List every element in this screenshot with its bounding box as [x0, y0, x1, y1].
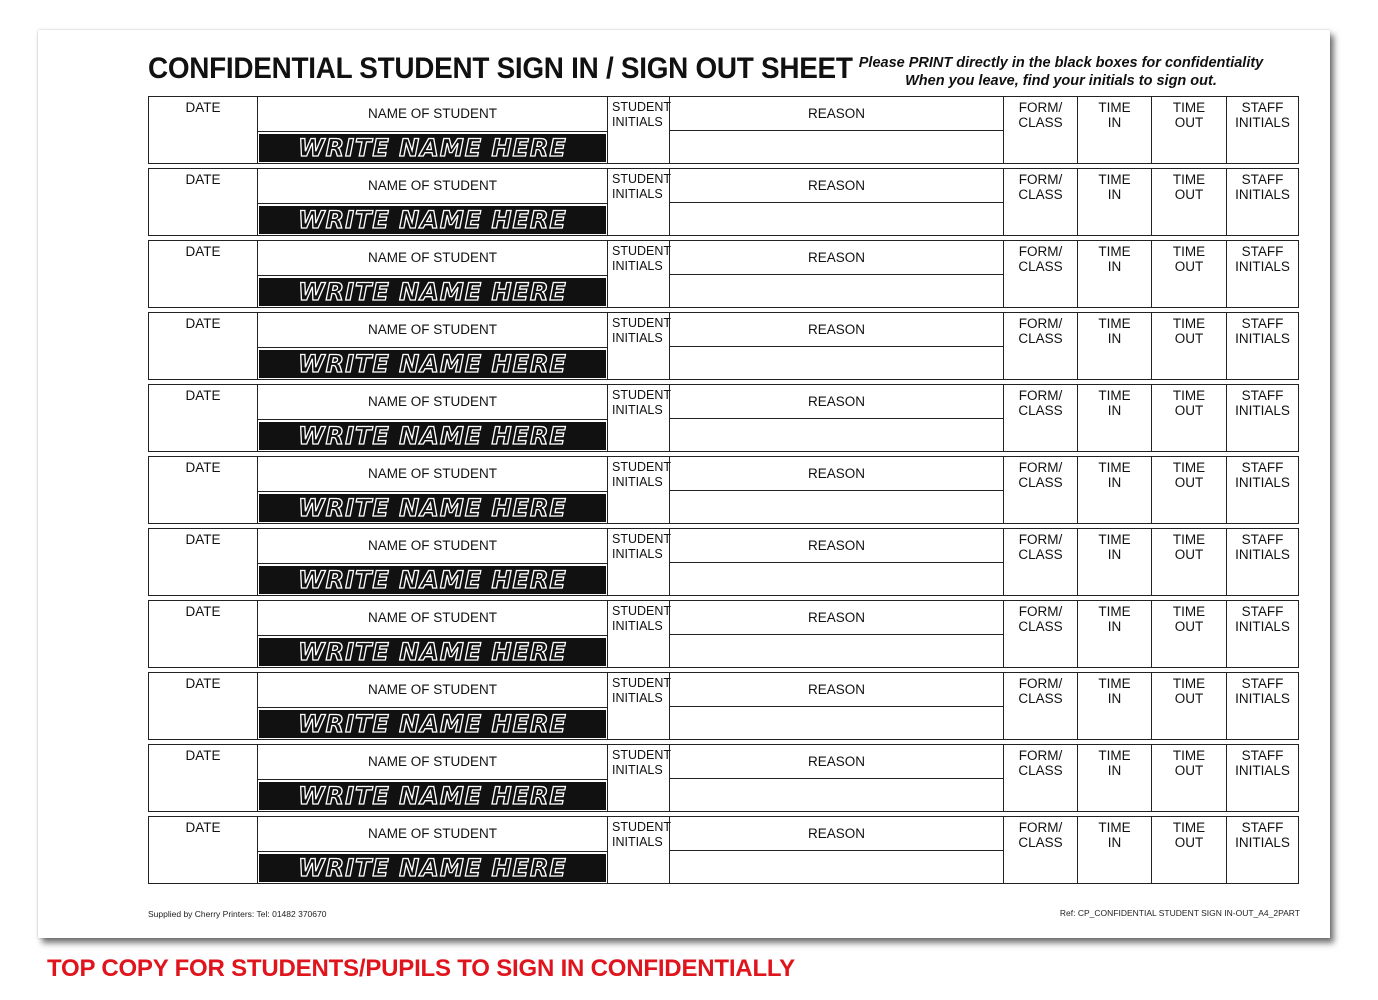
time-in-cell[interactable] — [1077, 817, 1151, 883]
staff-initials-cell[interactable] — [1226, 457, 1298, 523]
class-label: CLASS — [1018, 763, 1063, 778]
staff-initials-label: INITIALS — [1235, 763, 1290, 778]
reason-label: REASON — [670, 385, 1003, 419]
name-cell — [257, 673, 607, 739]
write-name-here-text: WRITE NAME HERE — [298, 206, 567, 234]
student-label: STUDENT — [612, 100, 672, 114]
in-label: IN — [1107, 331, 1122, 346]
time-label: TIME — [1172, 604, 1206, 619]
date-label: DATE — [185, 532, 221, 547]
sign-in-rows — [148, 96, 1299, 888]
student-initials-cell[interactable] — [607, 385, 672, 451]
date-cell[interactable] — [149, 457, 257, 523]
time-label: TIME — [1172, 748, 1206, 763]
write-name-here-text: WRITE NAME HERE — [298, 350, 567, 378]
reason-cell[interactable] — [669, 601, 1003, 667]
time-label: TIME — [1098, 820, 1131, 835]
time-in-cell[interactable] — [1077, 169, 1151, 235]
staff-initials-label: INITIALS — [1235, 331, 1290, 346]
reason-cell[interactable] — [669, 817, 1003, 883]
reason-label: REASON — [670, 97, 1003, 131]
write-name-here-text: WRITE NAME HERE — [298, 710, 567, 738]
out-label: OUT — [1174, 403, 1204, 418]
out-label: OUT — [1174, 259, 1204, 274]
staff-initials-cell[interactable] — [1226, 313, 1298, 379]
write-name-here-text: WRITE NAME HERE — [298, 422, 567, 450]
staff-initials-label: INITIALS — [1235, 475, 1290, 490]
name-write-box[interactable] — [259, 854, 606, 882]
staff-initials-cell[interactable] — [1226, 673, 1298, 739]
sign-in-row — [148, 384, 1299, 452]
form-class-cell[interactable] — [1003, 313, 1077, 379]
date-label: DATE — [185, 676, 221, 691]
sign-in-row — [148, 456, 1299, 524]
name-of-student-label: NAME OF STUDENT — [258, 97, 607, 132]
name-of-student-label: NAME OF STUDENT — [258, 673, 607, 708]
form-class-cell[interactable] — [1003, 169, 1077, 235]
time-label: TIME — [1098, 676, 1131, 691]
name-of-student-label: NAME OF STUDENT — [258, 385, 607, 420]
student-initials-cell[interactable] — [607, 745, 672, 811]
write-name-here-text: WRITE NAME HERE — [298, 566, 567, 594]
time-label: TIME — [1172, 676, 1206, 691]
student-label: STUDENT — [612, 604, 672, 618]
time-out-cell[interactable] — [1151, 673, 1226, 739]
form-class-cell[interactable] — [1003, 745, 1077, 811]
time-in-cell[interactable] — [1077, 313, 1151, 379]
name-write-box[interactable] — [259, 278, 606, 306]
date-cell[interactable] — [149, 601, 257, 667]
class-label: CLASS — [1018, 835, 1063, 850]
staff-label: STAFF — [1241, 388, 1284, 403]
sign-in-row — [148, 240, 1299, 308]
form-label: FORM/ — [1018, 460, 1063, 475]
initials-label: INITIALS — [612, 835, 663, 849]
date-label: DATE — [185, 604, 221, 619]
in-label: IN — [1107, 475, 1122, 490]
supplier-footer: Supplied by Cherry Printers: Tel: 01482 370670 — [148, 909, 327, 919]
initials-label: INITIALS — [612, 547, 663, 561]
sign-in-row — [148, 816, 1299, 884]
sign-in-row — [148, 168, 1299, 236]
initials-label: INITIALS — [612, 763, 663, 777]
time-out-cell[interactable] — [1151, 169, 1226, 235]
staff-label: STAFF — [1241, 532, 1284, 547]
reason-cell[interactable] — [669, 745, 1003, 811]
name-cell — [257, 97, 607, 163]
in-label: IN — [1107, 763, 1122, 778]
time-out-cell[interactable] — [1151, 745, 1226, 811]
class-label: CLASS — [1018, 187, 1063, 202]
time-label: TIME — [1098, 100, 1131, 115]
name-of-student-label: NAME OF STUDENT — [258, 169, 607, 204]
in-label: IN — [1107, 259, 1122, 274]
staff-label: STAFF — [1241, 244, 1284, 259]
form-label: FORM/ — [1018, 244, 1063, 259]
reason-cell[interactable] — [669, 241, 1003, 307]
student-initials-cell[interactable] — [607, 97, 672, 163]
name-cell — [257, 385, 607, 451]
sign-in-sheet — [38, 30, 1330, 938]
instruction-line-1: Please PRINT directly in the black boxes for confidentiality — [858, 55, 1264, 71]
time-label: TIME — [1098, 460, 1131, 475]
form-class-cell[interactable] — [1003, 241, 1077, 307]
name-write-box[interactable] — [259, 566, 606, 594]
initials-label: INITIALS — [612, 259, 663, 273]
time-out-cell[interactable] — [1151, 601, 1226, 667]
time-label: TIME — [1098, 244, 1131, 259]
student-initials-cell[interactable] — [607, 169, 672, 235]
out-label: OUT — [1174, 619, 1204, 634]
initials-label: INITIALS — [612, 619, 663, 633]
class-label: CLASS — [1018, 115, 1063, 130]
reason-label: REASON — [670, 241, 1003, 275]
staff-initials-label: INITIALS — [1235, 691, 1290, 706]
sign-in-row — [148, 672, 1299, 740]
sign-in-row — [148, 528, 1299, 596]
form-label: FORM/ — [1018, 316, 1063, 331]
time-in-cell[interactable] — [1077, 673, 1151, 739]
staff-label: STAFF — [1241, 172, 1284, 187]
time-label: TIME — [1172, 172, 1206, 187]
initials-label: INITIALS — [612, 115, 663, 129]
time-in-cell[interactable] — [1077, 97, 1151, 163]
staff-initials-label: INITIALS — [1235, 187, 1290, 202]
out-label: OUT — [1174, 691, 1204, 706]
class-label: CLASS — [1018, 619, 1063, 634]
staff-initials-cell[interactable] — [1226, 601, 1298, 667]
time-out-cell[interactable] — [1151, 529, 1226, 595]
name-write-box[interactable] — [259, 206, 606, 234]
reason-cell[interactable] — [669, 457, 1003, 523]
out-label: OUT — [1174, 331, 1204, 346]
staff-label: STAFF — [1241, 748, 1284, 763]
name-of-student-label: NAME OF STUDENT — [258, 601, 607, 636]
instructions — [826, 54, 1296, 90]
in-label: IN — [1107, 691, 1122, 706]
class-label: CLASS — [1018, 475, 1063, 490]
date-cell[interactable] — [149, 529, 257, 595]
reference-footer: Ref: CP_CONFIDENTIAL STUDENT SIGN IN-OUT_A4_2PART — [1059, 908, 1300, 918]
staff-initials-cell[interactable] — [1226, 97, 1298, 163]
time-label: TIME — [1098, 604, 1131, 619]
form-label: FORM/ — [1018, 172, 1063, 187]
name-of-student-label: NAME OF STUDENT — [258, 313, 607, 348]
time-in-cell[interactable] — [1077, 745, 1151, 811]
staff-initials-cell[interactable] — [1226, 745, 1298, 811]
reason-cell[interactable] — [669, 673, 1003, 739]
name-of-student-label: NAME OF STUDENT — [258, 817, 607, 852]
name-cell — [257, 745, 607, 811]
name-write-box[interactable] — [259, 638, 606, 666]
reason-label: REASON — [670, 817, 1003, 851]
sign-in-row — [148, 96, 1299, 164]
class-label: CLASS — [1018, 547, 1063, 562]
student-label: STUDENT — [612, 244, 672, 258]
date-label: DATE — [185, 316, 221, 331]
name-cell — [257, 529, 607, 595]
form-label: FORM/ — [1018, 676, 1063, 691]
time-label: TIME — [1172, 388, 1206, 403]
in-label: IN — [1107, 403, 1122, 418]
name-write-box[interactable] — [259, 710, 606, 738]
name-write-box[interactable] — [259, 350, 606, 378]
name-of-student-label: NAME OF STUDENT — [258, 241, 607, 276]
reason-cell[interactable] — [669, 97, 1003, 163]
out-label: OUT — [1174, 187, 1204, 202]
form-label: FORM/ — [1018, 748, 1063, 763]
instruction-line-2: When you leave, find your initials to sign out. — [905, 73, 1217, 89]
form-label: FORM/ — [1018, 388, 1063, 403]
staff-label: STAFF — [1241, 820, 1284, 835]
time-out-cell[interactable] — [1151, 313, 1226, 379]
initials-label: INITIALS — [612, 331, 663, 345]
initials-label: INITIALS — [612, 403, 663, 417]
time-in-cell[interactable] — [1077, 529, 1151, 595]
staff-initials-label: INITIALS — [1235, 403, 1290, 418]
staff-initials-label: INITIALS — [1235, 115, 1290, 130]
time-out-cell[interactable] — [1151, 817, 1226, 883]
reason-label: REASON — [670, 313, 1003, 347]
staff-initials-label: INITIALS — [1235, 547, 1290, 562]
form-label: FORM/ — [1018, 604, 1063, 619]
class-label: CLASS — [1018, 403, 1063, 418]
time-label: TIME — [1098, 172, 1131, 187]
name-write-box[interactable] — [259, 422, 606, 450]
time-out-cell[interactable] — [1151, 241, 1226, 307]
date-cell[interactable] — [149, 673, 257, 739]
staff-label: STAFF — [1241, 460, 1284, 475]
out-label: OUT — [1174, 475, 1204, 490]
in-label: IN — [1107, 835, 1122, 850]
staff-initials-cell[interactable] — [1226, 529, 1298, 595]
form-label: FORM/ — [1018, 820, 1063, 835]
write-name-here-text: WRITE NAME HERE — [298, 278, 567, 306]
out-label: OUT — [1174, 115, 1204, 130]
form-class-cell[interactable] — [1003, 529, 1077, 595]
initials-label: INITIALS — [612, 187, 663, 201]
name-of-student-label: NAME OF STUDENT — [258, 529, 607, 564]
initials-label: INITIALS — [612, 475, 663, 489]
time-label: TIME — [1098, 532, 1131, 547]
sign-in-row — [148, 600, 1299, 668]
in-label: IN — [1107, 115, 1122, 130]
date-label: DATE — [185, 820, 221, 835]
out-label: OUT — [1174, 763, 1204, 778]
name-cell — [257, 169, 607, 235]
student-label: STUDENT — [612, 460, 672, 474]
student-initials-cell[interactable] — [607, 817, 672, 883]
form-label: FORM/ — [1018, 100, 1063, 115]
time-label: TIME — [1172, 532, 1206, 547]
time-label: TIME — [1172, 460, 1206, 475]
staff-label: STAFF — [1241, 316, 1284, 331]
reason-cell[interactable] — [669, 385, 1003, 451]
date-label: DATE — [185, 172, 221, 187]
date-cell[interactable] — [149, 385, 257, 451]
time-label: TIME — [1098, 316, 1131, 331]
name-write-box[interactable] — [259, 494, 606, 522]
reason-label: REASON — [670, 169, 1003, 203]
name-cell — [257, 313, 607, 379]
staff-initials-cell[interactable] — [1226, 169, 1298, 235]
write-name-here-text: WRITE NAME HERE — [298, 134, 567, 162]
name-cell — [257, 457, 607, 523]
form-class-cell[interactable] — [1003, 673, 1077, 739]
form-class-cell[interactable] — [1003, 97, 1077, 163]
date-cell[interactable] — [149, 169, 257, 235]
write-name-here-text: WRITE NAME HERE — [298, 782, 567, 810]
student-initials-cell[interactable] — [607, 673, 672, 739]
form-class-cell[interactable] — [1003, 817, 1077, 883]
time-label: TIME — [1172, 244, 1206, 259]
time-in-cell[interactable] — [1077, 385, 1151, 451]
staff-initials-label: INITIALS — [1235, 619, 1290, 634]
in-label: IN — [1107, 619, 1122, 634]
name-of-student-label: NAME OF STUDENT — [258, 457, 607, 492]
time-label: TIME — [1098, 748, 1131, 763]
name-write-box[interactable] — [259, 782, 606, 810]
in-label: IN — [1107, 187, 1122, 202]
form-label: FORM/ — [1018, 532, 1063, 547]
time-label: TIME — [1172, 316, 1206, 331]
time-out-cell[interactable] — [1151, 385, 1226, 451]
date-label: DATE — [185, 388, 221, 403]
form-class-cell[interactable] — [1003, 601, 1077, 667]
staff-label: STAFF — [1241, 604, 1284, 619]
staff-initials-label: INITIALS — [1235, 259, 1290, 274]
staff-initials-cell[interactable] — [1226, 817, 1298, 883]
class-label: CLASS — [1018, 331, 1063, 346]
top-copy-caption: TOP COPY FOR STUDENTS/PUPILS TO SIGN IN CONFIDENTIALLY — [47, 955, 795, 982]
form-class-cell[interactable] — [1003, 385, 1077, 451]
out-label: OUT — [1174, 835, 1204, 850]
class-label: CLASS — [1018, 691, 1063, 706]
staff-label: STAFF — [1241, 100, 1284, 115]
student-initials-cell[interactable] — [607, 601, 672, 667]
student-label: STUDENT — [612, 316, 672, 330]
staff-label: STAFF — [1241, 676, 1284, 691]
name-write-box[interactable] — [259, 134, 606, 162]
sign-in-row — [148, 744, 1299, 812]
date-label: DATE — [185, 748, 221, 763]
time-out-cell[interactable] — [1151, 97, 1226, 163]
class-label: CLASS — [1018, 259, 1063, 274]
time-label: TIME — [1172, 100, 1206, 115]
time-label: TIME — [1172, 820, 1206, 835]
reason-label: REASON — [670, 745, 1003, 779]
reason-label: REASON — [670, 601, 1003, 635]
date-cell[interactable] — [149, 241, 257, 307]
date-label: DATE — [185, 244, 221, 259]
date-cell[interactable] — [149, 313, 257, 379]
time-label: TIME — [1098, 388, 1131, 403]
staff-initials-cell[interactable] — [1226, 385, 1298, 451]
date-cell[interactable] — [149, 745, 257, 811]
student-initials-cell[interactable] — [607, 241, 672, 307]
time-out-cell[interactable] — [1151, 457, 1226, 523]
reason-label: REASON — [670, 529, 1003, 563]
student-label: STUDENT — [612, 532, 672, 546]
staff-initials-label: INITIALS — [1235, 835, 1290, 850]
sign-in-row — [148, 312, 1299, 380]
student-label: STUDENT — [612, 820, 672, 834]
sheet-title: CONFIDENTIAL STUDENT SIGN IN / SIGN OUT SHEET — [148, 52, 853, 85]
initials-label: INITIALS — [612, 691, 663, 705]
write-name-here-text: WRITE NAME HERE — [298, 854, 567, 882]
write-name-here-text: WRITE NAME HERE — [298, 494, 567, 522]
student-label: STUDENT — [612, 748, 672, 762]
student-label: STUDENT — [612, 676, 672, 690]
time-in-cell[interactable] — [1077, 241, 1151, 307]
student-label: STUDENT — [612, 172, 672, 186]
reason-cell[interactable] — [669, 529, 1003, 595]
reason-cell[interactable] — [669, 169, 1003, 235]
out-label: OUT — [1174, 547, 1204, 562]
name-cell — [257, 241, 607, 307]
date-cell[interactable] — [149, 97, 257, 163]
name-cell — [257, 817, 607, 883]
date-cell[interactable] — [149, 817, 257, 883]
name-cell — [257, 601, 607, 667]
in-label: IN — [1107, 547, 1122, 562]
write-name-here-text: WRITE NAME HERE — [298, 638, 567, 666]
time-in-cell[interactable] — [1077, 601, 1151, 667]
name-of-student-label: NAME OF STUDENT — [258, 745, 607, 780]
reason-cell[interactable] — [669, 313, 1003, 379]
student-initials-cell[interactable] — [607, 457, 672, 523]
reason-label: REASON — [670, 457, 1003, 491]
time-in-cell[interactable] — [1077, 457, 1151, 523]
student-initials-cell[interactable] — [607, 313, 672, 379]
student-initials-cell[interactable] — [607, 529, 672, 595]
staff-initials-cell[interactable] — [1226, 241, 1298, 307]
date-label: DATE — [185, 460, 221, 475]
form-class-cell[interactable] — [1003, 457, 1077, 523]
student-label: STUDENT — [612, 388, 672, 402]
reason-label: REASON — [670, 673, 1003, 707]
date-label: DATE — [185, 100, 221, 115]
